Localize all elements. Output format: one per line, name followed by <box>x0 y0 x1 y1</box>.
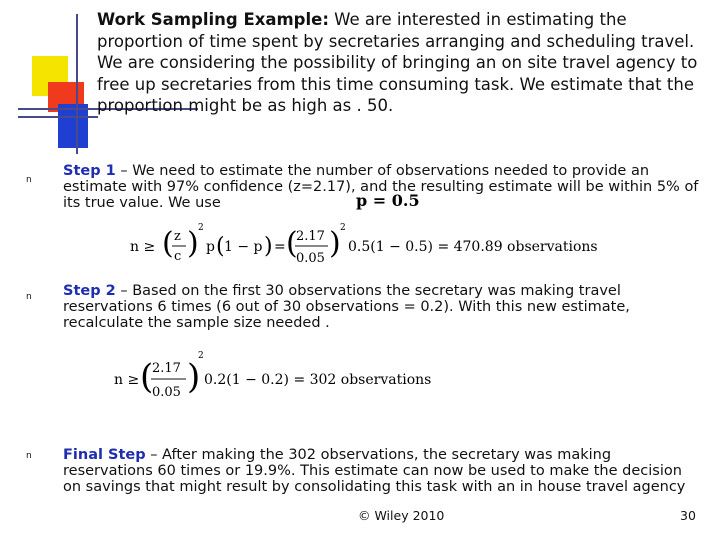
eq2-den: 0.05 <box>152 385 181 400</box>
title-bold: Work Sampling Example: <box>97 10 329 29</box>
step-2-label: Step 2 <box>63 283 116 299</box>
eq1-one-minus-p: 1 − p <box>224 239 263 255</box>
slide-title <box>97 9 707 117</box>
step-1-label: Step 1 <box>63 163 116 179</box>
step-3-label: Final Step <box>63 447 146 463</box>
inline-eq-text: p = 0.5 <box>356 191 420 210</box>
eq1-p: p <box>206 239 215 255</box>
step-3 <box>63 447 703 495</box>
eq2-num: 2.17 <box>152 361 181 376</box>
eq1-lparen-3: ( <box>286 226 298 261</box>
decor-blue-block <box>58 104 88 148</box>
eq1-tail: 0.5(1 − 0.5) = 470.89 observations <box>348 239 598 255</box>
decor-vertical-line <box>76 14 78 154</box>
bullet-1: n <box>26 175 32 185</box>
decor-horizontal-line-2 <box>18 116 98 118</box>
eq2-lparen: ( <box>140 357 154 397</box>
eq1-z: z <box>174 229 181 244</box>
bullet-2: n <box>26 292 32 302</box>
eq1-c: c <box>174 249 182 264</box>
eq2-exp: 2 <box>198 351 204 361</box>
bullet-3: n <box>26 451 32 461</box>
eq1-lparen: ( <box>162 226 174 261</box>
step-2 <box>63 283 703 331</box>
eq1-exp-1: 2 <box>198 223 204 233</box>
eq1-lparen-2: ( <box>216 234 225 259</box>
inline-equation-p <box>354 190 434 214</box>
equation-2 <box>110 348 450 410</box>
step-3-text: – After making the 302 observations, the secretary was making reservations 60 times or 19.9%. This estimate can now be used to make the decision on savings that might result by consolidating this task with an in house travel agency <box>63 447 686 495</box>
eq1-den: 0.05 <box>296 251 325 266</box>
eq2-n-geq: n ≥ <box>114 372 140 388</box>
step-2-text: – Based on the first 30 observations the secretary was making travel reservations 6 times (6 out of 30 observations = 0.2). With this new estimate, recalculate the sample size needed . <box>63 283 630 331</box>
eq2-rparen: ) <box>187 357 201 397</box>
eq1-num: 2.17 <box>296 229 325 244</box>
page-number: 30 <box>680 508 696 523</box>
title-text: We are interested in estimating the proportion of time spent by secretaries arranging and scheduling travel. We are considering the possibility of bringing an on site travel agency to free up secretaries from this time consuming task. We estimate that the proportion might be as high as . 50. <box>97 10 698 115</box>
step-1-text: – We need to estimate the number of observations needed to provide an estimate with 97% confidence (z=2.17), and the resulting estimate will be within 5% of its true value. We use <box>63 163 699 211</box>
eq1-exp-2: 2 <box>340 223 346 233</box>
equation-1 <box>126 218 598 272</box>
eq1-rparen: ) <box>187 226 199 261</box>
footer-copyright: © Wiley 2010 <box>358 508 445 523</box>
eq1-rparen-3: ) <box>329 226 341 261</box>
eq1-equals: = <box>274 239 286 255</box>
eq1-rparen-2: ) <box>264 234 273 259</box>
eq1-n-geq: n ≥ <box>130 239 156 255</box>
eq2-tail: 0.2(1 − 0.2) = 302 observations <box>204 372 432 388</box>
